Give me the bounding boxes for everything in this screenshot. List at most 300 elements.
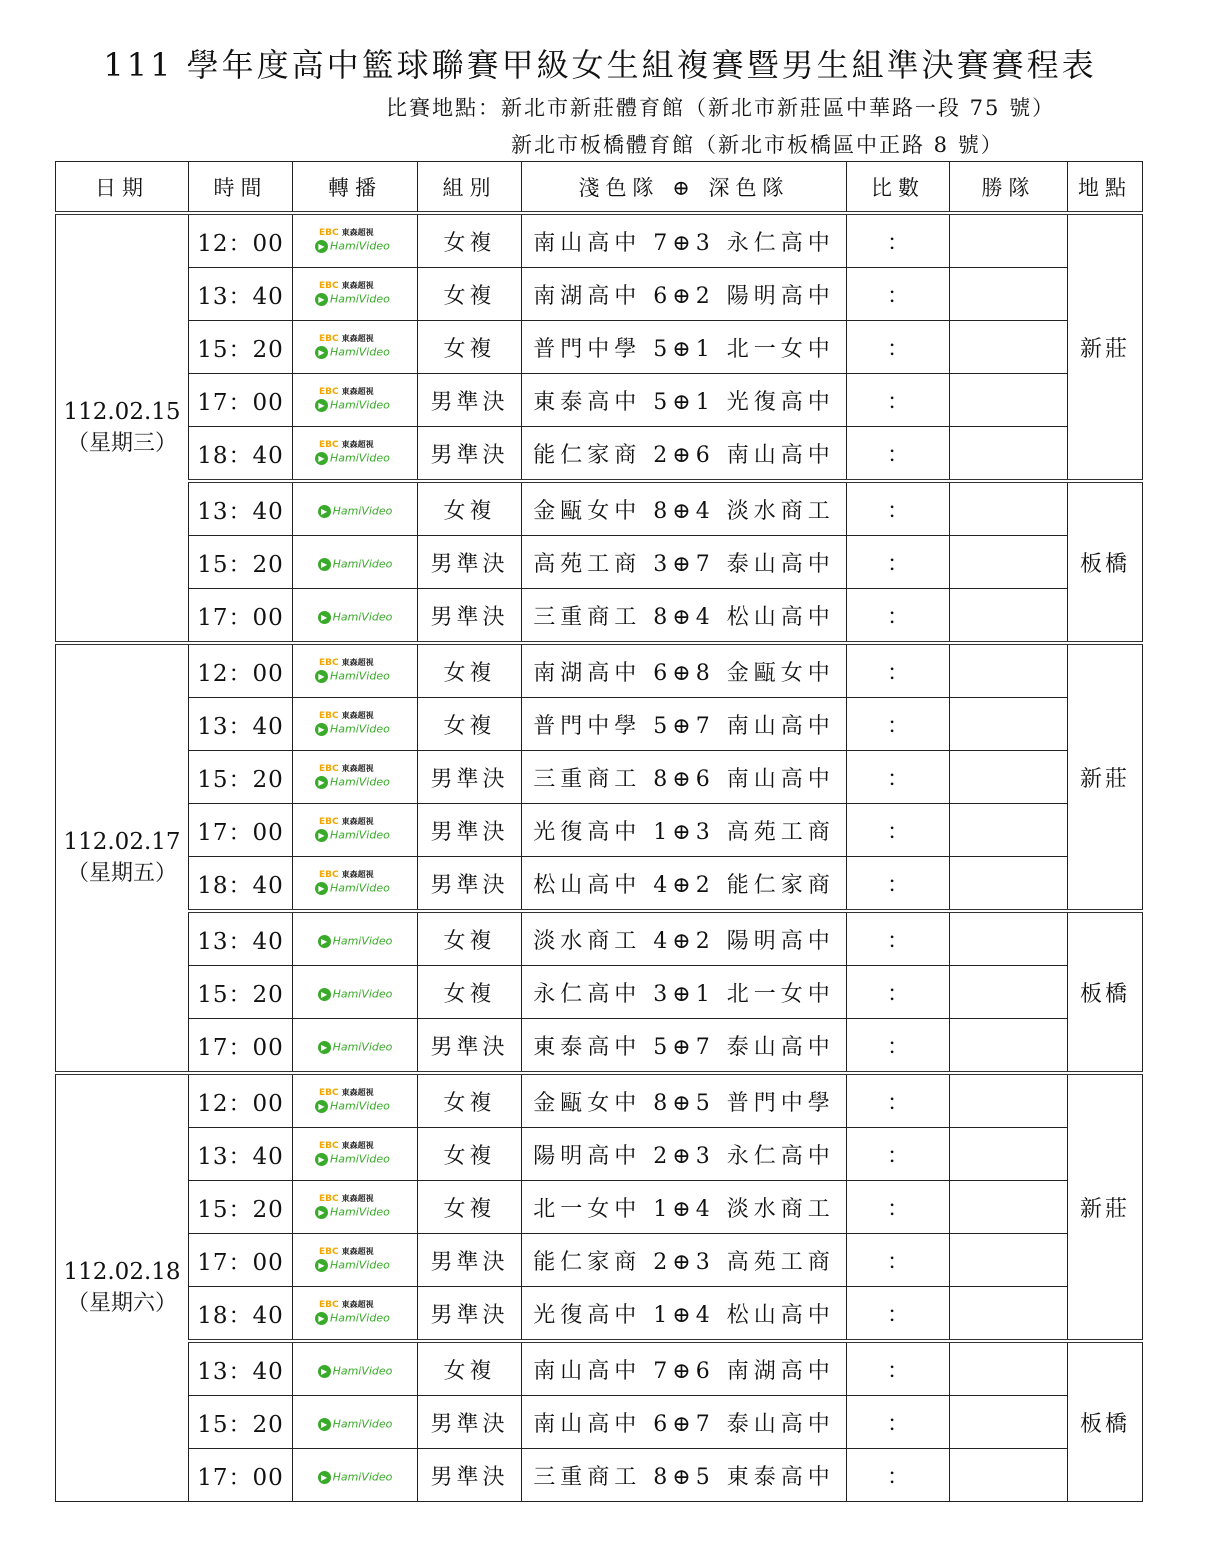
hamivideo-logo-text: HamiVideo: [330, 1258, 390, 1272]
ebc-logo: [319, 441, 395, 450]
winner-cell: [950, 1181, 1068, 1234]
ebc-logo-zh-text: 東森超視: [341, 439, 374, 449]
time-cell: 17：00: [189, 1449, 293, 1502]
table-row: [56, 268, 1143, 321]
play-icon: ▶: [315, 452, 328, 465]
hamivideo-logo-text: HamiVideo: [330, 669, 390, 683]
broadcast-cell: [293, 698, 418, 751]
winner-cell: [950, 966, 1068, 1019]
ebc-logo-zh-text: 東森超視: [341, 1193, 374, 1203]
winner-cell: [950, 268, 1068, 321]
play-icon: ▶: [318, 1471, 331, 1484]
match-cell: 光復高中 1⊕3 高苑工商: [522, 804, 847, 857]
winner-cell: [950, 589, 1068, 644]
hamivideo-logo-text: HamiVideo: [330, 1311, 390, 1325]
table-row: [56, 321, 1143, 374]
time-cell: 15：20: [189, 1181, 293, 1234]
winner-cell: [950, 1341, 1068, 1396]
group-cell: 女複: [418, 1073, 522, 1128]
date-text: 112.02.15: [63, 399, 181, 425]
date-text: 112.02.17: [63, 829, 181, 855]
group-cell: 女複: [418, 1341, 522, 1396]
broadcast-cell: [293, 481, 418, 536]
weekday-text: （星期六）: [66, 1291, 177, 1316]
ebc-logo-zh-text: 東森超視: [341, 816, 374, 826]
group-cell: 男準決: [418, 1234, 522, 1287]
play-icon: ▶: [315, 1312, 328, 1325]
time-cell: 15：20: [189, 751, 293, 804]
winner-cell: [950, 427, 1068, 482]
score-cell: ：: [847, 804, 950, 857]
hamivideo-logo-text: HamiVideo: [332, 1364, 393, 1378]
hamivideo-logo: [315, 670, 395, 683]
table-row: [56, 1019, 1143, 1074]
hamivideo-logo-text: HamiVideo: [330, 451, 390, 465]
hamivideo-logo: [315, 1041, 395, 1054]
table-row: [56, 1396, 1143, 1449]
play-icon: ▶: [315, 293, 328, 306]
winner-cell: [950, 751, 1068, 804]
ebc-logo-zh-text: 東森超視: [341, 1299, 374, 1309]
match-cell: 東泰高中 5⊕1 光復高中: [522, 374, 847, 427]
broadcast-cell: [293, 1073, 418, 1128]
group-cell: 女複: [418, 1128, 522, 1181]
date-cell: [56, 213, 189, 643]
hamivideo-logo: [315, 293, 395, 306]
broadcast-cell: [293, 374, 418, 427]
group-cell: 女複: [418, 268, 522, 321]
broadcast-logos: [315, 818, 395, 842]
hamivideo-logo: [315, 1418, 395, 1431]
hamivideo-logo: [315, 240, 395, 253]
time-cell: 12：00: [189, 213, 293, 268]
place-cell: 板橋: [1068, 481, 1143, 643]
play-icon: ▶: [315, 829, 328, 842]
hamivideo-logo: [315, 723, 395, 736]
table-row: [56, 1341, 1143, 1396]
venue-line-1: 比賽地點：新北市新莊體育館（新北市新莊區中華路一段 75 號）: [386, 96, 1056, 120]
score-cell: ：: [847, 321, 950, 374]
match-cell: 東泰高中 5⊕7 泰山高中: [522, 1019, 847, 1074]
date-cell: [56, 1073, 189, 1502]
broadcast-logos: [315, 1365, 395, 1378]
match-cell: 能仁家商 2⊕6 南山高中: [522, 427, 847, 482]
broadcast-logos: [315, 1041, 395, 1054]
broadcast-cell: [293, 213, 418, 268]
play-icon: ▶: [318, 1418, 331, 1431]
play-icon: ▶: [315, 240, 328, 253]
broadcast-cell: [293, 1396, 418, 1449]
winner-cell: [950, 536, 1068, 589]
hamivideo-logo-text: HamiVideo: [332, 987, 393, 1001]
broadcast-logos: [315, 558, 395, 571]
broadcast-logos: [315, 935, 395, 948]
hamivideo-logo-text: HamiVideo: [332, 504, 393, 518]
score-cell: ：: [847, 213, 950, 268]
broadcast-logos: [315, 1301, 395, 1325]
broadcast-logos: [315, 388, 395, 412]
winner-cell: [950, 911, 1068, 966]
ebc-logo-zh-text: 東森超視: [341, 1140, 374, 1150]
match-cell: 南山高中 7⊕3 永仁高中: [522, 213, 847, 268]
match-cell: 陽明高中 2⊕3 永仁高中: [522, 1128, 847, 1181]
score-cell: ：: [847, 643, 950, 698]
hamivideo-logo-text: HamiVideo: [330, 239, 390, 253]
broadcast-logos: [315, 1142, 395, 1166]
score-cell: ：: [847, 427, 950, 482]
ebc-logo: [319, 818, 395, 827]
broadcast-logos: [315, 988, 395, 1001]
score-cell: ：: [847, 268, 950, 321]
ebc-logo-text: EBC: [319, 280, 339, 291]
broadcast-cell: [293, 911, 418, 966]
play-icon: ▶: [318, 611, 331, 624]
group-cell: 男準決: [418, 374, 522, 427]
match-cell: 高苑工商 3⊕7 泰山高中: [522, 536, 847, 589]
broadcast-cell: [293, 268, 418, 321]
broadcast-cell: [293, 427, 418, 482]
winner-cell: [950, 1396, 1068, 1449]
group-cell: 女複: [418, 966, 522, 1019]
match-cell: 普門中學 5⊕7 南山高中: [522, 698, 847, 751]
match-cell: 南湖高中 6⊕2 陽明高中: [522, 268, 847, 321]
ebc-logo-text: EBC: [319, 1087, 339, 1098]
broadcast-logos: [315, 335, 395, 359]
match-cell: 北一女中 1⊕4 淡水商工: [522, 1181, 847, 1234]
broadcast-logos: [315, 1471, 395, 1484]
match-cell: 三重商工 8⊕4 松山高中: [522, 589, 847, 644]
weekday-text: （星期三）: [66, 431, 177, 456]
table-row: [56, 1128, 1143, 1181]
hamivideo-logo: [315, 452, 395, 465]
ebc-logo-text: EBC: [319, 1299, 339, 1310]
match-cell: 永仁高中 3⊕1 北一女中: [522, 966, 847, 1019]
score-cell: ：: [847, 857, 950, 912]
hamivideo-logo: [315, 399, 395, 412]
group-cell: 男準決: [418, 1019, 522, 1074]
broadcast-logos: [315, 505, 395, 518]
broadcast-logos: [315, 1418, 395, 1431]
ebc-logo-text: EBC: [319, 227, 339, 238]
broadcast-logos: [315, 1195, 395, 1219]
winner-cell: [950, 1234, 1068, 1287]
group-cell: 女複: [418, 643, 522, 698]
group-cell: 女複: [418, 213, 522, 268]
play-icon: ▶: [315, 399, 328, 412]
hamivideo-logo-text: HamiVideo: [330, 1152, 390, 1166]
hamivideo-logo-text: HamiVideo: [330, 1099, 390, 1113]
play-icon: ▶: [318, 1041, 331, 1054]
ebc-logo-zh-text: 東森超視: [341, 710, 374, 720]
winner-cell: [950, 1019, 1068, 1074]
hamivideo-logo: [315, 1153, 395, 1166]
hamivideo-logo: [315, 882, 395, 895]
winner-cell: [950, 1128, 1068, 1181]
broadcast-cell: [293, 536, 418, 589]
ebc-logo-zh-text: 東森超視: [341, 333, 374, 343]
group-cell: 男準決: [418, 1287, 522, 1342]
time-cell: 18：40: [189, 1287, 293, 1342]
ebc-logo: [319, 1089, 395, 1098]
header-score: 比數: [847, 162, 950, 214]
ebc-logo-text: EBC: [319, 1193, 339, 1204]
table-row: [56, 1287, 1143, 1342]
broadcast-cell: [293, 1128, 418, 1181]
hamivideo-logo-text: HamiVideo: [330, 828, 390, 842]
group-cell: 女複: [418, 481, 522, 536]
score-cell: ：: [847, 1449, 950, 1502]
header-winner: 勝隊: [950, 162, 1068, 214]
table-row: [56, 1234, 1143, 1287]
ebc-logo-zh-text: 東森超視: [341, 227, 374, 237]
date-cell: [56, 643, 189, 1073]
score-cell: ：: [847, 589, 950, 644]
table-row: [56, 427, 1143, 482]
table-row: [56, 911, 1143, 966]
play-icon: ▶: [315, 723, 328, 736]
score-cell: ：: [847, 1128, 950, 1181]
hamivideo-logo: [315, 346, 395, 359]
time-cell: 15：20: [189, 1396, 293, 1449]
score-cell: ：: [847, 966, 950, 1019]
venue-line-2: 新北市板橋體育館（新北市板橋區中正路 8 號）: [511, 133, 1004, 157]
weekday-text: （星期五）: [66, 861, 177, 886]
ebc-logo: [319, 335, 395, 344]
group-cell: 男準決: [418, 751, 522, 804]
hamivideo-logo: [315, 611, 395, 624]
time-cell: 15：20: [189, 536, 293, 589]
hamivideo-logo: [315, 1100, 395, 1113]
play-icon: ▶: [315, 776, 328, 789]
match-cell: 三重商工 8⊕5 東泰高中: [522, 1449, 847, 1502]
hamivideo-logo: [315, 935, 395, 948]
winner-cell: [950, 643, 1068, 698]
table-row: [56, 589, 1143, 644]
play-icon: ▶: [315, 346, 328, 359]
broadcast-logos: [315, 659, 395, 683]
header-date: 日期: [56, 162, 189, 214]
ebc-logo-zh-text: 東森超視: [341, 763, 374, 773]
broadcast-cell: [293, 1287, 418, 1342]
hamivideo-logo-text: HamiVideo: [332, 557, 393, 571]
date-text: 112.02.18: [63, 1259, 181, 1285]
match-cell: 普門中學 5⊕1 北一女中: [522, 321, 847, 374]
score-cell: ：: [847, 1181, 950, 1234]
group-cell: 女複: [418, 1181, 522, 1234]
hamivideo-logo-text: HamiVideo: [332, 934, 393, 948]
broadcast-logos: [315, 1089, 395, 1113]
place-cell: 板橋: [1068, 911, 1143, 1073]
broadcast-logos: [315, 611, 395, 624]
match-cell: 淡水商工 4⊕2 陽明高中: [522, 911, 847, 966]
group-cell: 女複: [418, 911, 522, 966]
broadcast-cell: [293, 804, 418, 857]
time-cell: 17：00: [189, 374, 293, 427]
ebc-logo-text: EBC: [319, 657, 339, 668]
ebc-logo-zh-text: 東森超視: [341, 386, 374, 396]
time-cell: 15：20: [189, 966, 293, 1019]
winner-cell: [950, 321, 1068, 374]
ebc-logo: [319, 659, 395, 668]
time-cell: 18：40: [189, 427, 293, 482]
table-row: [56, 643, 1143, 698]
ebc-logo: [319, 1248, 395, 1257]
hamivideo-logo: [315, 1206, 395, 1219]
group-cell: 男準決: [418, 804, 522, 857]
ebc-logo-text: EBC: [319, 763, 339, 774]
play-icon: ▶: [318, 1365, 331, 1378]
header-group: 組別: [418, 162, 522, 214]
play-icon: ▶: [315, 1100, 328, 1113]
table-row: [56, 374, 1143, 427]
ebc-logo-text: EBC: [319, 869, 339, 880]
page-title: 111 學年度高中籃球聯賽甲級女生組複賽暨男生組準決賽賽程表: [103, 46, 1097, 84]
score-cell: ：: [847, 1341, 950, 1396]
score-cell: ：: [847, 374, 950, 427]
ebc-logo-text: EBC: [319, 816, 339, 827]
ebc-logo: [319, 765, 395, 774]
hamivideo-logo-text: HamiVideo: [332, 610, 393, 624]
group-cell: 男準決: [418, 589, 522, 644]
table-row: [56, 1449, 1143, 1502]
hamivideo-logo-text: HamiVideo: [332, 1417, 393, 1431]
header-time: 時間: [189, 162, 293, 214]
winner-cell: [950, 804, 1068, 857]
broadcast-cell: [293, 1019, 418, 1074]
time-cell: 13：40: [189, 268, 293, 321]
broadcast-cell: [293, 751, 418, 804]
ebc-logo-zh-text: 東森超視: [341, 869, 374, 879]
broadcast-cell: [293, 1341, 418, 1396]
ebc-logo-text: EBC: [319, 386, 339, 397]
hamivideo-logo: [315, 558, 395, 571]
place-cell: 新莊: [1068, 213, 1143, 481]
play-icon: ▶: [315, 882, 328, 895]
ebc-logo: [319, 282, 395, 291]
ebc-logo-text: EBC: [319, 333, 339, 344]
score-cell: ：: [847, 698, 950, 751]
group-cell: 男準決: [418, 1396, 522, 1449]
score-cell: ：: [847, 536, 950, 589]
ebc-logo-text: EBC: [319, 710, 339, 721]
hamivideo-logo-text: HamiVideo: [330, 881, 390, 895]
match-cell: 三重商工 8⊕6 南山高中: [522, 751, 847, 804]
match-cell: 南山高中 6⊕7 泰山高中: [522, 1396, 847, 1449]
play-icon: ▶: [315, 670, 328, 683]
ebc-logo: [319, 1142, 395, 1151]
hamivideo-logo-text: HamiVideo: [332, 1470, 393, 1484]
schedule-table: [55, 161, 1143, 1502]
score-cell: ：: [847, 911, 950, 966]
time-cell: 15：20: [189, 321, 293, 374]
time-cell: 13：40: [189, 1341, 293, 1396]
play-icon: ▶: [318, 988, 331, 1001]
match-cell: 金甌女中 8⊕4 淡水商工: [522, 481, 847, 536]
group-cell: 女複: [418, 698, 522, 751]
hamivideo-logo-text: HamiVideo: [330, 722, 390, 736]
ebc-logo: [319, 388, 395, 397]
time-cell: 17：00: [189, 804, 293, 857]
match-cell: 南湖高中 6⊕8 金甌女中: [522, 643, 847, 698]
group-cell: 男準決: [418, 427, 522, 482]
hamivideo-logo: [315, 988, 395, 1001]
table-row: [56, 536, 1143, 589]
table-row: [56, 213, 1143, 268]
score-cell: ：: [847, 1234, 950, 1287]
broadcast-cell: [293, 966, 418, 1019]
winner-cell: [950, 1073, 1068, 1128]
score-cell: ：: [847, 1019, 950, 1074]
play-icon: ▶: [318, 505, 331, 518]
broadcast-logos: [315, 712, 395, 736]
table-row: [56, 1181, 1143, 1234]
ebc-logo-text: EBC: [319, 1246, 339, 1257]
hamivideo-logo-text: HamiVideo: [330, 775, 390, 789]
place-cell: 板橋: [1068, 1341, 1143, 1502]
ebc-logo: [319, 712, 395, 721]
group-cell: 男準決: [418, 1449, 522, 1502]
hamivideo-logo-text: HamiVideo: [330, 345, 390, 359]
hamivideo-logo: [315, 1259, 395, 1272]
table-header-row: [56, 162, 1143, 214]
winner-cell: [950, 1449, 1068, 1502]
ebc-logo-text: EBC: [319, 1140, 339, 1151]
time-cell: 18：40: [189, 857, 293, 912]
broadcast-cell: [293, 1449, 418, 1502]
hamivideo-logo-text: HamiVideo: [330, 292, 390, 306]
hamivideo-logo: [315, 1471, 395, 1484]
time-cell: 17：00: [189, 589, 293, 644]
winner-cell: [950, 481, 1068, 536]
time-cell: 12：00: [189, 643, 293, 698]
broadcast-logos: [315, 441, 395, 465]
table-row: [56, 804, 1143, 857]
ebc-logo-zh-text: 東森超視: [341, 657, 374, 667]
table-row: [56, 1073, 1143, 1128]
group-cell: 男準決: [418, 857, 522, 912]
winner-cell: [950, 374, 1068, 427]
broadcast-cell: [293, 589, 418, 644]
table-row: [56, 857, 1143, 912]
hamivideo-logo: [315, 1312, 395, 1325]
hamivideo-logo: [315, 1365, 395, 1378]
header-place: 地點: [1068, 162, 1143, 214]
ebc-logo: [319, 1301, 395, 1310]
ebc-logo-zh-text: 東森超視: [341, 280, 374, 290]
hamivideo-logo: [315, 776, 395, 789]
hamivideo-logo-text: HamiVideo: [332, 1040, 393, 1054]
broadcast-cell: [293, 857, 418, 912]
match-cell: 松山高中 4⊕2 能仁家商: [522, 857, 847, 912]
broadcast-logos: [315, 871, 395, 895]
table-row: [56, 966, 1143, 1019]
winner-cell: [950, 1287, 1068, 1342]
broadcast-cell: [293, 1181, 418, 1234]
time-cell: 13：40: [189, 698, 293, 751]
table-row: [56, 481, 1143, 536]
ebc-logo: [319, 229, 395, 238]
time-cell: 12：00: [189, 1073, 293, 1128]
ebc-logo-zh-text: 東森超視: [341, 1087, 374, 1097]
play-icon: ▶: [315, 1206, 328, 1219]
broadcast-cell: [293, 1234, 418, 1287]
ebc-logo-zh-text: 東森超視: [341, 1246, 374, 1256]
broadcast-logos: [315, 1248, 395, 1272]
table-row: [56, 698, 1143, 751]
table-row: [56, 751, 1143, 804]
time-cell: 17：00: [189, 1234, 293, 1287]
broadcast-logos: [315, 765, 395, 789]
